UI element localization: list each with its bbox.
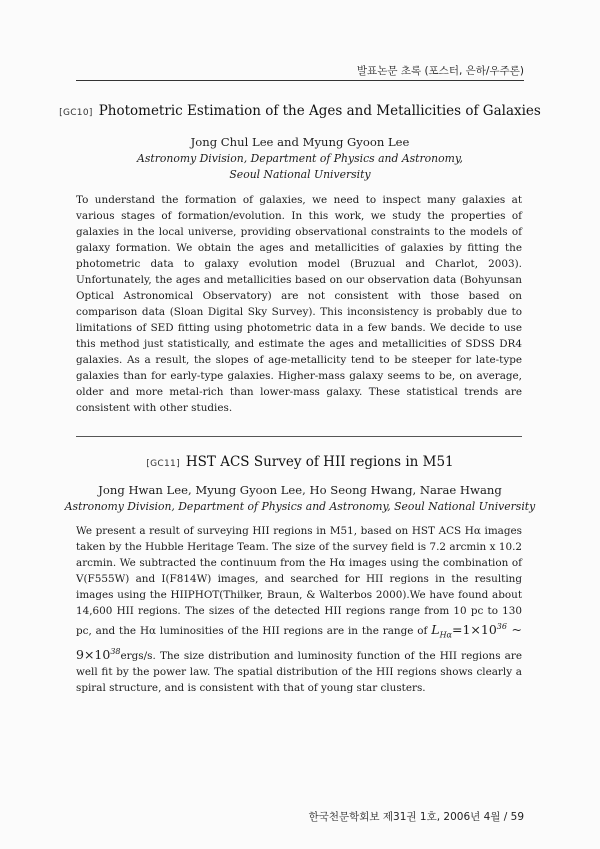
paper2-authors: Jong Hwan Lee, Myung Gyoon Lee, Ho Seong Hwang, Narae Hwang bbox=[98, 483, 502, 497]
paper1-affiliation-line1: Astronomy Division, Department of Physics and Astronomy, bbox=[137, 152, 463, 165]
paper2-title-line bbox=[0, 454, 600, 470]
paper1-title: Photometric Estimation of the Ages and Metallicities of Galaxies bbox=[98, 103, 541, 119]
paper2-abstract-part1: We present a result of surveying HII regions in M51, based on HST ACS Hα images taken by the Hubble Heritage Team. The size of the survey field is 7.2 arcmin x 10.2 arcmin. We subtracted the continuum from the Hα images using the combination of V(F555W) and I(F814W) images, and searched for HII regions in the resulting images using the HIIPHOT(Thilker, Braun, & Walterbos 2000).We have found about 14,600 HII regions. The sizes of the detected HII regions range from 10 pc to 130 pc, and the Hα luminosities of the HII regions are in the range of bbox=[76, 525, 522, 638]
paper2-code: [GC11] bbox=[146, 459, 180, 469]
paper1-abstract: To understand the formation of galaxies, we need to inspect many galaxies at various stages of formation/evolution. In this work, we study the properties of galaxies in the local universe, providing observational constraints to the models of galaxy formation. We obtain the ages and metallicities of galaxies by fitting the photometric data to galaxy evolution model (Bruzual and Charlot, 2003). Unfortunately, the ages and metallicities based on our observation data (Bohyunsan Optical Astronomical Observatory) are not consistent with those based on comparison data (Sloan Digital Sky Survey). This inconsistency is probably due to limitations of SED fitting using photometric data in a few bands. We decide to use this method just statistically, and estimate the ages and metallicities of SDSS DR4 galaxies. As a result, the slopes of age-metallicity tend to be steeper for late-type galaxies than for early-type galaxies. Higher-mass galaxy seems to be, on average, older and more metal-rich than lower-mass galaxy. These statistical trends are consistent with other studies. bbox=[76, 194, 522, 414]
luminosity-formula: $L_{H\alpha}=1\times 10^{36}$ ~ $9\times 10^{38}ergs/s$. bbox=[76, 622, 522, 662]
paper1-code: [GC10] bbox=[59, 108, 93, 118]
paper2-title: HST ACS Survey of HII regions in M51 bbox=[185, 454, 454, 470]
paper2-abstract-part2: The size distribution and luminosity function of the HII regions are well fit by the power law. The spatial distribution of the HII regions shows clearly a spiral structure, and is consistent with that of young star clusters. bbox=[76, 649, 522, 694]
page-footer-citation: 한국천문학회보 제31권 1호, 2006년 4월 / 59 bbox=[308, 811, 524, 823]
paper2-abstract bbox=[76, 523, 522, 696]
section-separator bbox=[76, 436, 522, 437]
paper1-title-line bbox=[0, 103, 600, 119]
section-header-label: 발표논문 초록 (포스터, 은하/우주론) bbox=[356, 65, 524, 77]
paper2-affiliation: Astronomy Division, Department of Physics and Astronomy, Seoul National University bbox=[64, 500, 536, 513]
paper1-affiliation-line2: Seoul National University bbox=[229, 168, 371, 181]
header-rule bbox=[76, 80, 524, 81]
paper1-authors: Jong Chul Lee and Myung Gyoon Lee bbox=[190, 135, 410, 149]
